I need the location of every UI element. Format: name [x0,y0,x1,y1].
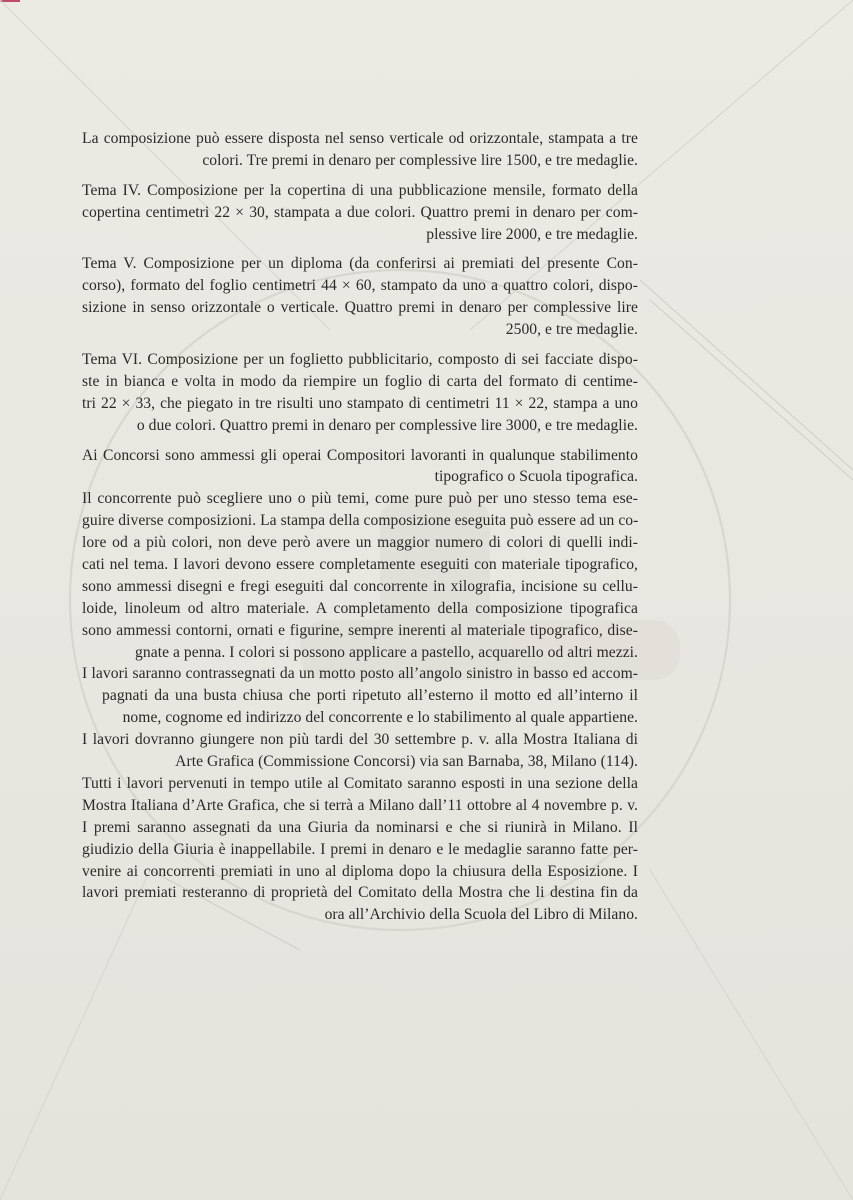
text-line: guire diverse composizioni. La stampa della composizione eseguita può essere ad un co- [82,512,638,530]
text-line: plessive lire 2000, e tre medaglie. [426,225,638,243]
text-line: Tema V. Composizione per un diploma (da conferirsi ai premiati del presente Con- [82,255,638,273]
text-line: venire ai concorrenti premiati in uno al diploma dopo la chiusura della Esposizione. I [82,862,638,880]
text-line: colori. Tre premi in denaro per complessive lire 1500, e tre medaglie. [202,151,638,169]
text-line: 2500, e tre medaglie. [505,321,638,339]
text-line: sizione in senso orizzontale o verticale. Quattro premi in denaro per complessive lire [82,299,638,317]
document-body [82,128,638,926]
text-line: corso), formato del foglio centimetri 44 × 60, stampato da uno a quattro colori, dispo- [82,277,638,295]
text-line: La composizione può essere disposta nel senso verticale od orizzontale, stampata a tre [82,130,638,147]
text-line: giudizio della Giuria è inappellabile. I premi in denaro e le medaglie saranno fatte per- [82,840,638,858]
text-line: I lavori dovranno giungere non più tardi del 30 settembre p. v. alla Mostra Italiana di [82,731,638,749]
paragraph [82,253,638,341]
text-line: pagnati da una busta chiusa che porti ripetuto all’esterno il motto ed all’interno il [102,687,638,705]
text-line: o due colori. Quattro premi in denaro per complessive lire 3000, e tre medaglie. [136,416,638,434]
text-line: Arte Grafica (Commissione Concorsi) via san Barnaba, 38, Milano (114). [175,753,638,771]
text-line: sono ammessi contorni, ornati e figurine, sempre inerenti al materiale tipografico, dise- [82,621,638,639]
text-line: Tema VI. Composizione per un foglietto pubblicitario, composto di sei facciate dispo- [82,351,638,369]
text-line: ora all’Archivio della Scuola del Libro di Milano. [324,906,638,924]
text-line: I premi saranno assegnati da una Giuria da nominarsi e che si riunirà in Milano. Il [82,818,638,836]
text-line: Il concorrente può scegliere uno o più temi, come pure può per uno stesso tema ese- [82,490,638,508]
text-line: I lavori saranno contrassegnati da un motto posto all’angolo sinistro in basso ed accom- [82,665,638,683]
paragraph [82,349,638,437]
paragraph [82,128,638,172]
text-line: tri 22 × 33, che piegato in tre risulti uno stampato di centimetri 11 × 22, stampa a uno [82,394,638,412]
text-line: lavori premiati resteranno di proprietà del Comitato della Mostra che li destina fin da [82,884,638,902]
paragraph [82,180,638,246]
text-line: loide, linoleum od altro materiale. A completamento della composizione tipografica [82,599,638,617]
text-line: Ai Concorsi sono ammessi gli operai Compositori lavoranti in qualunque stabilimento [82,446,638,464]
text-line: copertina centimetri 22 × 30, stampata a due colori. Quattro premi in denaro per com- [82,203,638,221]
text-line: lore od a più colori, non deve però avere un maggior numero di colori di quelli indi- [82,534,638,552]
text-line: Tutti i lavori pervenuti in tempo utile al Comitato saranno esposti in una sezione della [82,774,638,792]
text-line: gnate a penna. I colori si possono applicare a pastello, acquarello od altri mezzi. [135,643,638,661]
text-line: ste in bianca e volta in modo da riempire un foglio di carta del formato di centime- [82,372,638,390]
text-line: cati nel tema. I lavori devono essere completamente eseguiti con materiale tipografico, [82,556,638,574]
paragraph [82,445,638,927]
text-line: sono ammessi disegni e fregi eseguiti dal concorrente in xilografia, incisione su cellu- [82,577,638,595]
text-line: tipografico o Scuola tipografica. [434,468,638,486]
text-line: nome, cognome ed indirizzo del concorrente e lo stabilimento al quale appartiene. [122,709,638,727]
text-line: Mostra Italiana d’Arte Grafica, che si terrà a Milano dall’11 ottobre al 4 novembre p. v. [82,796,638,814]
text-line: Tema IV. Composizione per la copertina di una pubblicazione mensile, formato della [82,181,638,199]
